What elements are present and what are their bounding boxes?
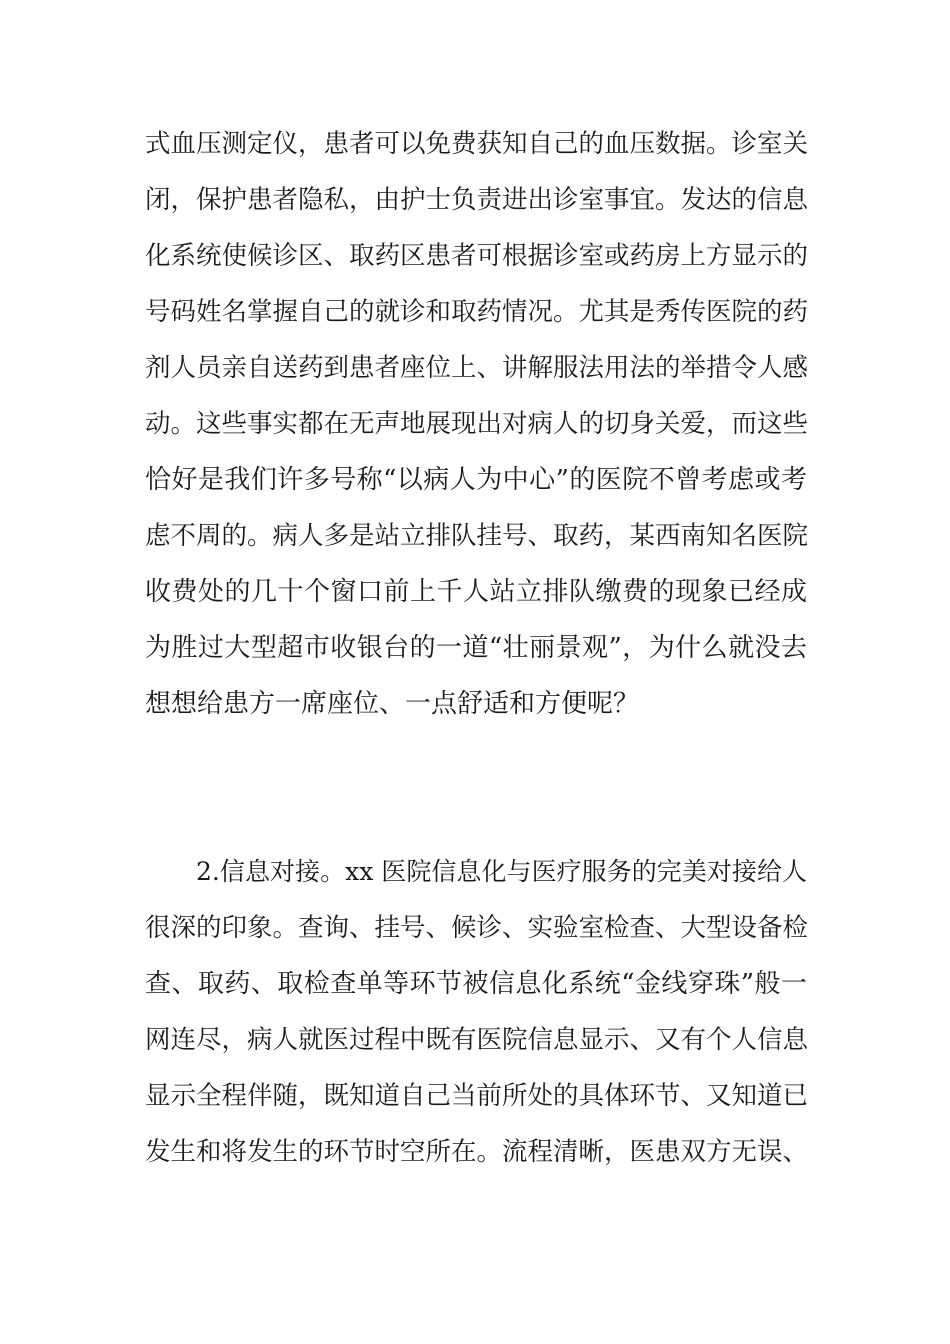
paragraph-1-line-8: 虑不周的。病人多是站立排队挂号、取药，某西南知名医院 (145, 521, 809, 551)
paragraph-2-line-3: 查、取药、取检查单等环节被信息化系统“金线穿珠”般一 (145, 969, 807, 999)
paragraph-1-line-4: 号码姓名掌握自己的就诊和取药情况。尤其是秀传医院的药 (145, 297, 809, 327)
paragraph-2-line-4: 网连尽，病人就医过程中既有医院信息显示、又有个人信息 (145, 1025, 809, 1055)
paragraph-2-line-1: 2.信息对接。xx 医院信息化与医疗服务的完美对接给人 (196, 857, 807, 886)
paragraph-1-line-7: 恰好是我们许多号称“以病人为中心”的医院不曾考虑或考 (145, 465, 807, 495)
paragraph-1-line-5: 剂人员亲自送药到患者座位上、讲解服法用法的举措令人感 (145, 353, 809, 383)
paragraph-1-line-11: 想想给患方一席座位、一点舒适和方便呢？ (145, 689, 640, 719)
paragraph-2-line-5: 显示全程伴随，既知道自己当前所处的具体环节、又知道已 (145, 1081, 809, 1111)
paragraph-1-line-10: 为胜过大型超市收银台的一道“壮丽景观”，为什么就没去 (145, 633, 807, 663)
paragraph-1-line-9: 收费处的几十个窗口前上千人站立排队缴费的现象已经成 (145, 577, 807, 607)
paragraph-1-line-1: 式血压测定仪，患者可以免费获知自己的血压数据。诊室关 (145, 129, 809, 159)
paragraph-1-line-3: 化系统使候诊区、取药区患者可根据诊室或药房上方显示的 (145, 241, 809, 271)
paragraph-2-line-6: 发生和将发生的环节时空所在。流程清晰，医患双方无误、 (145, 1137, 809, 1167)
paragraph-1-line-6: 动。这些事实都在无声地展现出对病人的切身关爱，而这些 (145, 409, 809, 439)
paragraph-1-line-2: 闭，保护患者隐私，由护士负责进出诊室事宜。发达的信息 (145, 185, 809, 215)
paragraph-2-line-2: 很深的印象。查询、挂号、候诊、实验室检查、大型设备检 (145, 913, 809, 943)
